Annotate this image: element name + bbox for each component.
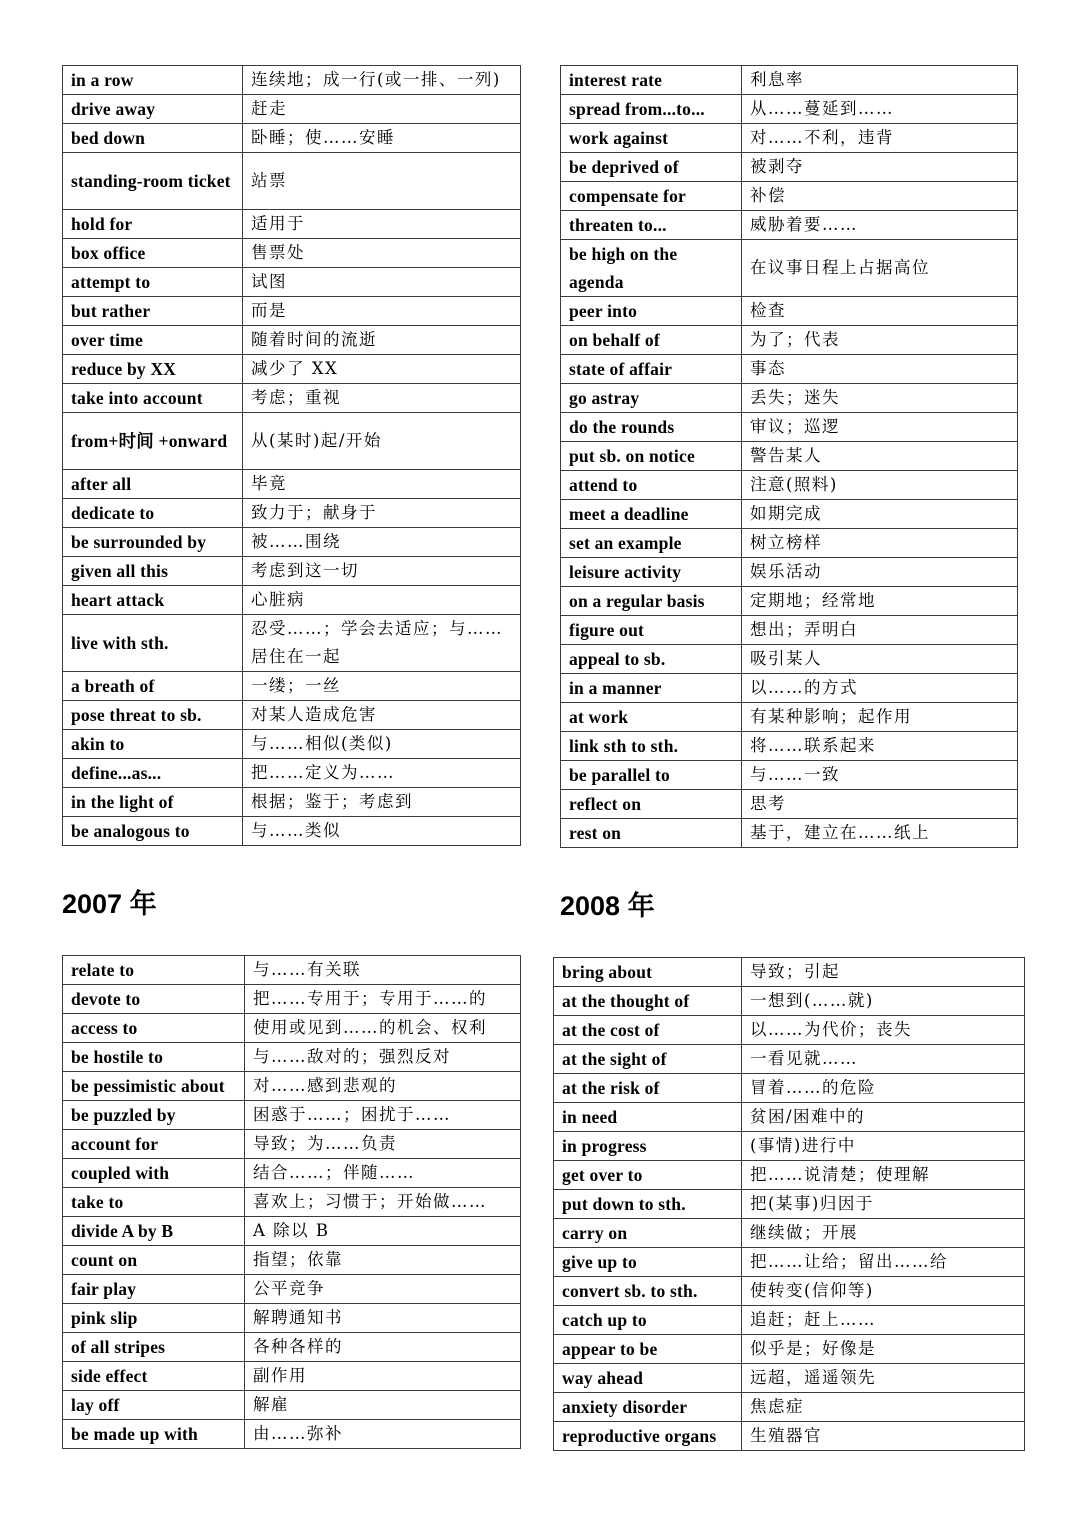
phrase-chinese: 使用或见到……的机会、权利 <box>245 1014 521 1043</box>
phrase-english: side effect <box>63 1362 245 1391</box>
phrase-chinese: 被剥夺 <box>742 153 1018 182</box>
phrase-english: do the rounds <box>561 413 742 442</box>
phrase-english: be hostile to <box>63 1043 245 1072</box>
table-row <box>554 1074 1025 1103</box>
phrase-chinese: 而是 <box>243 297 521 326</box>
table-row <box>561 761 1018 790</box>
phrase-english: threaten to... <box>561 211 742 240</box>
table-row <box>554 1335 1025 1364</box>
phrase-english: appeal to sb. <box>561 645 742 674</box>
phrase-english: give up to <box>554 1248 742 1277</box>
phrase-chinese: 注意(照料) <box>742 471 1018 500</box>
phrase-chinese: 基于，建立在……纸上 <box>742 819 1018 848</box>
table-row <box>63 1043 521 1072</box>
table-row <box>63 66 521 95</box>
phrase-english: pink slip <box>63 1304 245 1333</box>
phrase-chinese: 被……围绕 <box>243 528 521 557</box>
table-row <box>561 442 1018 471</box>
table-row <box>561 674 1018 703</box>
phrase-english: define...as... <box>63 759 243 788</box>
phrase-chinese: 似乎是；好像是 <box>742 1335 1025 1364</box>
phrase-chinese: (事情)进行中 <box>742 1132 1025 1161</box>
phrase-english: in a manner <box>561 674 742 703</box>
phrase-english: in need <box>554 1103 742 1132</box>
phrase-chinese: 把……专用于；专用于……的 <box>245 985 521 1014</box>
phrase-english: of all stripes <box>63 1333 245 1362</box>
phrase-english: in a row <box>63 66 243 95</box>
phrase-chinese: 毕竟 <box>243 470 521 499</box>
table-row <box>561 297 1018 326</box>
table-row <box>561 587 1018 616</box>
phrase-chinese: 适用于 <box>243 210 521 239</box>
phrase-chinese: 检查 <box>742 297 1018 326</box>
phrase-english: put down to sth. <box>554 1190 742 1219</box>
phrase-chinese: 追赶；赶上…… <box>742 1306 1025 1335</box>
phrase-english: reflect on <box>561 790 742 819</box>
phrase-english: reproductive organs <box>554 1422 742 1451</box>
table-row <box>63 499 521 528</box>
phrase-english: appear to be <box>554 1335 742 1364</box>
phrase-chinese: 由……弥补 <box>245 1420 521 1449</box>
phrase-chinese: 导致；为……负责 <box>245 1130 521 1159</box>
phrase-english: bed down <box>63 124 243 153</box>
table-row <box>561 66 1018 95</box>
table-row <box>554 1422 1025 1451</box>
phrase-chinese: 以……的方式 <box>742 674 1018 703</box>
table-row <box>561 616 1018 645</box>
phrase-english: on behalf of <box>561 326 742 355</box>
table-row <box>63 239 521 268</box>
table-row <box>63 355 521 384</box>
phrase-english: hold for <box>63 210 243 239</box>
table-row <box>63 384 521 413</box>
phrase-chinese: 将……联系起来 <box>742 732 1018 761</box>
table-row <box>554 1248 1025 1277</box>
table-row <box>63 268 521 297</box>
phrase-english: from+时间 +onward <box>63 413 243 470</box>
vocab-table-2008 <box>553 957 1025 1451</box>
table-row <box>554 1277 1025 1306</box>
phrase-chinese: 与……有关联 <box>245 956 521 985</box>
table-row <box>554 1306 1025 1335</box>
phrase-chinese: 远超，遥遥领先 <box>742 1364 1025 1393</box>
phrase-english: at the risk of <box>554 1074 742 1103</box>
phrase-english: compensate for <box>561 182 742 211</box>
phrase-chinese: 副作用 <box>245 1362 521 1391</box>
phrase-chinese: 连续地；成一行(或一排、一列) <box>243 66 521 95</box>
table-row <box>561 529 1018 558</box>
phrase-chinese: 随着时间的流逝 <box>243 326 521 355</box>
phrase-english: convert sb. to sth. <box>554 1277 742 1306</box>
table-row <box>63 730 521 759</box>
table-row <box>554 987 1025 1016</box>
table-row <box>63 297 521 326</box>
phrase-chinese: 娱乐活动 <box>742 558 1018 587</box>
table-row <box>63 1014 521 1043</box>
table-row <box>63 1420 521 1449</box>
phrase-english: devote to <box>63 985 245 1014</box>
phrase-chinese: 把……定义为…… <box>243 759 521 788</box>
table-row <box>63 985 521 1014</box>
phrase-chinese: A 除以 B <box>245 1217 521 1246</box>
phrase-chinese: 忍受……；学会去适应；与……居住在一起 <box>243 615 521 672</box>
phrase-english: attend to <box>561 471 742 500</box>
table-row <box>63 759 521 788</box>
phrase-chinese: 使转变(信仰等) <box>742 1277 1025 1306</box>
table-row <box>554 1132 1025 1161</box>
phrase-chinese: 生殖器官 <box>742 1422 1025 1451</box>
phrase-chinese: 解聘通知书 <box>245 1304 521 1333</box>
section-title-2008: 2008 年 <box>560 891 655 921</box>
table-row <box>561 153 1018 182</box>
table-row <box>63 1217 521 1246</box>
phrase-english: bring about <box>554 958 742 987</box>
phrase-english: pose threat to sb. <box>63 701 243 730</box>
phrase-chinese: 根据；鉴于；考虑到 <box>243 788 521 817</box>
phrase-english: leisure activity <box>561 558 742 587</box>
phrase-english: spread from...to... <box>561 95 742 124</box>
phrase-chinese: 有某种影响；起作用 <box>742 703 1018 732</box>
phrase-english: get over to <box>554 1161 742 1190</box>
phrase-chinese: 从……蔓延到…… <box>742 95 1018 124</box>
table-row <box>63 1246 521 1275</box>
table-row <box>63 1275 521 1304</box>
phrase-english: over time <box>63 326 243 355</box>
table-row <box>561 211 1018 240</box>
phrase-english: be high on the agenda <box>561 240 742 297</box>
phrase-chinese: 结合……；伴随…… <box>245 1159 521 1188</box>
phrase-chinese: 树立榜样 <box>742 529 1018 558</box>
table-row <box>63 1362 521 1391</box>
table-row <box>63 528 521 557</box>
vocab-table-2007 <box>62 955 521 1449</box>
table-row <box>554 958 1025 987</box>
phrase-english: be puzzled by <box>63 1101 245 1130</box>
phrase-english: a breath of <box>63 672 243 701</box>
table-row <box>63 1072 521 1101</box>
table-row <box>561 413 1018 442</box>
phrase-chinese: 事态 <box>742 355 1018 384</box>
phrase-english: live with sth. <box>63 615 243 672</box>
phrase-english: at the sight of <box>554 1045 742 1074</box>
phrase-english: work against <box>561 124 742 153</box>
phrase-english: account for <box>63 1130 245 1159</box>
table-row <box>554 1190 1025 1219</box>
table-row <box>63 1333 521 1362</box>
phrase-chinese: 在议事日程上占据高位 <box>742 240 1018 297</box>
phrase-chinese: 审议；巡逻 <box>742 413 1018 442</box>
phrase-chinese: 一缕；一丝 <box>243 672 521 701</box>
table-row <box>63 153 521 210</box>
phrase-chinese: 售票处 <box>243 239 521 268</box>
phrase-chinese: 一想到(……就) <box>742 987 1025 1016</box>
phrase-english: box office <box>63 239 243 268</box>
table-row <box>561 558 1018 587</box>
table-row <box>561 124 1018 153</box>
table-row <box>554 1161 1025 1190</box>
phrase-english: interest rate <box>561 66 742 95</box>
table-row <box>561 471 1018 500</box>
phrase-english: be analogous to <box>63 817 243 846</box>
phrase-english: standing-room ticket <box>63 153 243 210</box>
phrase-chinese: 一看见就…… <box>742 1045 1025 1074</box>
phrase-english: access to <box>63 1014 245 1043</box>
phrase-chinese: 从(某时)起/开始 <box>243 413 521 470</box>
table-row <box>63 1159 521 1188</box>
table-row <box>63 95 521 124</box>
phrase-english: after all <box>63 470 243 499</box>
phrase-chinese: 心脏病 <box>243 586 521 615</box>
table-row <box>63 1304 521 1333</box>
phrase-chinese: 喜欢上；习惯于；开始做…… <box>245 1188 521 1217</box>
phrase-english: fair play <box>63 1275 245 1304</box>
phrase-chinese: 思考 <box>742 790 1018 819</box>
phrase-english: relate to <box>63 956 245 985</box>
phrase-english: way ahead <box>554 1364 742 1393</box>
table-row <box>63 672 521 701</box>
phrase-english: meet a deadline <box>561 500 742 529</box>
table-row <box>561 703 1018 732</box>
phrase-chinese: 如期完成 <box>742 500 1018 529</box>
table-row <box>63 557 521 586</box>
phrase-english: dedicate to <box>63 499 243 528</box>
table-row <box>63 413 521 470</box>
phrase-english: divide A by B <box>63 1217 245 1246</box>
phrase-english: be surrounded by <box>63 528 243 557</box>
phrase-chinese: 对……不利，违背 <box>742 124 1018 153</box>
phrase-chinese: 对某人造成危害 <box>243 701 521 730</box>
phrase-english: take to <box>63 1188 245 1217</box>
phrase-english: on a regular basis <box>561 587 742 616</box>
phrase-english: at the thought of <box>554 987 742 1016</box>
table-row <box>63 124 521 153</box>
table-row <box>63 1391 521 1420</box>
phrase-chinese: 与……类似 <box>243 817 521 846</box>
phrase-english: reduce by XX <box>63 355 243 384</box>
table-row <box>63 586 521 615</box>
phrase-english: at work <box>561 703 742 732</box>
phrase-chinese: 考虑到这一切 <box>243 557 521 586</box>
table-row <box>554 1016 1025 1045</box>
phrase-chinese: 导致；引起 <box>742 958 1025 987</box>
table-row <box>561 732 1018 761</box>
phrase-english: peer into <box>561 297 742 326</box>
table-row <box>561 326 1018 355</box>
phrase-english: count on <box>63 1246 245 1275</box>
phrase-english: catch up to <box>554 1306 742 1335</box>
phrase-english: go astray <box>561 384 742 413</box>
phrase-chinese: 想出；弄明白 <box>742 616 1018 645</box>
table-row <box>63 817 521 846</box>
phrase-chinese: 赶走 <box>243 95 521 124</box>
table-row <box>561 182 1018 211</box>
phrase-chinese: 各种各样的 <box>245 1333 521 1362</box>
phrase-english: heart attack <box>63 586 243 615</box>
phrase-english: attempt to <box>63 268 243 297</box>
phrase-english: at the cost of <box>554 1016 742 1045</box>
phrase-chinese: 贫困/困难中的 <box>742 1103 1025 1132</box>
phrase-english: anxiety disorder <box>554 1393 742 1422</box>
phrase-english: rest on <box>561 819 742 848</box>
table-row <box>561 355 1018 384</box>
vocab-table-top-right <box>560 65 1018 848</box>
table-row <box>554 1103 1025 1132</box>
phrase-chinese: 丢失；迷失 <box>742 384 1018 413</box>
phrase-chinese: 减少了 XX <box>243 355 521 384</box>
table-row <box>63 1130 521 1159</box>
phrase-english: be parallel to <box>561 761 742 790</box>
phrase-english: coupled with <box>63 1159 245 1188</box>
phrase-english: link sth to sth. <box>561 732 742 761</box>
phrase-chinese: 考虑；重视 <box>243 384 521 413</box>
phrase-chinese: 为了；代表 <box>742 326 1018 355</box>
phrase-chinese: 试图 <box>243 268 521 297</box>
phrase-english: set an example <box>561 529 742 558</box>
phrase-english: in the light of <box>63 788 243 817</box>
table-row <box>63 701 521 730</box>
table-row <box>63 788 521 817</box>
table-row <box>554 1219 1025 1248</box>
table-row <box>561 384 1018 413</box>
phrase-chinese: 利息率 <box>742 66 1018 95</box>
phrase-english: given all this <box>63 557 243 586</box>
phrase-chinese: 威胁着要…… <box>742 211 1018 240</box>
phrase-english: be made up with <box>63 1420 245 1449</box>
table-row <box>63 1101 521 1130</box>
table-row <box>561 819 1018 848</box>
phrase-chinese: 与……一致 <box>742 761 1018 790</box>
phrase-chinese: 定期地；经常地 <box>742 587 1018 616</box>
phrase-chinese: 指望；依靠 <box>245 1246 521 1275</box>
table-row <box>554 1393 1025 1422</box>
phrase-english: be pessimistic about <box>63 1072 245 1101</box>
phrase-chinese: 补偿 <box>742 182 1018 211</box>
phrase-chinese: 继续做；开展 <box>742 1219 1025 1248</box>
phrase-chinese: 致力于；献身于 <box>243 499 521 528</box>
phrase-chinese: 冒着……的危险 <box>742 1074 1025 1103</box>
phrase-english: put sb. on notice <box>561 442 742 471</box>
phrase-chinese: 公平竞争 <box>245 1275 521 1304</box>
table-row <box>561 500 1018 529</box>
table-row <box>63 615 521 672</box>
phrase-english: take into account <box>63 384 243 413</box>
phrase-chinese: 对……感到悲观的 <box>245 1072 521 1101</box>
table-row <box>561 240 1018 297</box>
phrase-chinese: 卧睡；使……安睡 <box>243 124 521 153</box>
phrase-chinese: 以……为代价；丧失 <box>742 1016 1025 1045</box>
table-row <box>63 956 521 985</box>
phrase-chinese: 警告某人 <box>742 442 1018 471</box>
phrase-english: carry on <box>554 1219 742 1248</box>
phrase-chinese: 吸引某人 <box>742 645 1018 674</box>
table-row <box>554 1364 1025 1393</box>
table-row <box>561 645 1018 674</box>
section-title-2007: 2007 年 <box>62 889 157 919</box>
phrase-english: state of affair <box>561 355 742 384</box>
table-row <box>63 326 521 355</box>
phrase-english: but rather <box>63 297 243 326</box>
phrase-english: figure out <box>561 616 742 645</box>
phrase-chinese: 与……相似(类似) <box>243 730 521 759</box>
phrase-english: akin to <box>63 730 243 759</box>
table-row <box>63 210 521 239</box>
table-row <box>561 95 1018 124</box>
phrase-chinese: 解雇 <box>245 1391 521 1420</box>
phrase-english: in progress <box>554 1132 742 1161</box>
phrase-english: drive away <box>63 95 243 124</box>
phrase-chinese: 焦虑症 <box>742 1393 1025 1422</box>
phrase-chinese: 把……让给；留出……给 <box>742 1248 1025 1277</box>
table-row <box>561 790 1018 819</box>
phrase-chinese: 站票 <box>243 153 521 210</box>
vocab-table-top-left <box>62 65 521 846</box>
phrase-chinese: 把……说清楚；使理解 <box>742 1161 1025 1190</box>
table-row <box>63 470 521 499</box>
phrase-chinese: 与……敌对的；强烈反对 <box>245 1043 521 1072</box>
phrase-english: lay off <box>63 1391 245 1420</box>
table-row <box>554 1045 1025 1074</box>
phrase-chinese: 困惑于……；困扰于…… <box>245 1101 521 1130</box>
phrase-chinese: 把(某事)归因于 <box>742 1190 1025 1219</box>
phrase-english: be deprived of <box>561 153 742 182</box>
table-row <box>63 1188 521 1217</box>
